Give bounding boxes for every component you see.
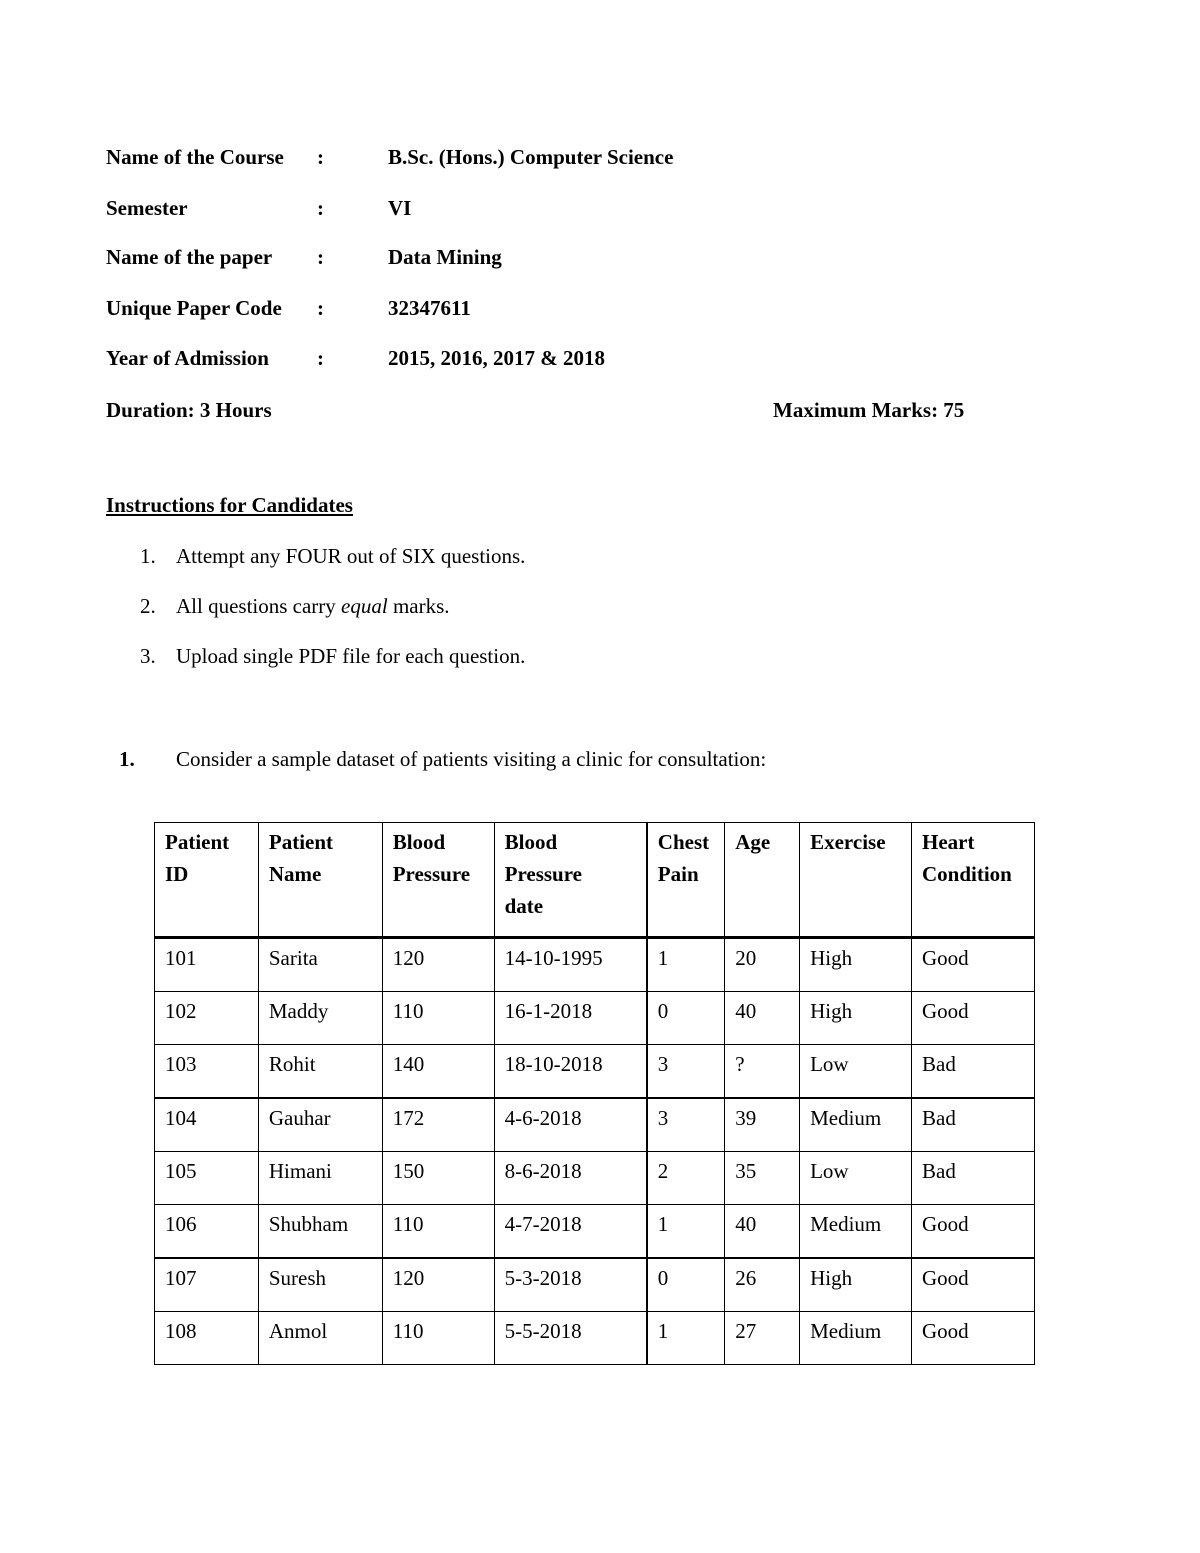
table-cell: 8-6-2018 — [494, 1152, 647, 1205]
instruction-number: 3. — [140, 644, 156, 668]
paper-name-label: Name of the paper — [106, 245, 273, 269]
column-header-line: Age — [735, 830, 771, 854]
duration: Duration: 3 Hours — [106, 398, 272, 422]
table-cell: 108 — [155, 1312, 259, 1365]
table-cell: 3 — [647, 1045, 725, 1099]
instruction-text-before: All questions carry — [176, 594, 342, 618]
table-cell: 102 — [155, 992, 259, 1045]
table-cell: Good — [912, 1312, 1035, 1365]
table-cell: 1 — [647, 938, 725, 992]
table-row — [155, 992, 1035, 1045]
table-cell: Rohit — [258, 1045, 382, 1099]
table-cell: 4-6-2018 — [494, 1098, 647, 1152]
paper-code-label: Unique Paper Code — [106, 296, 282, 320]
table-cell: Good — [912, 938, 1035, 992]
question-number: 1. — [119, 747, 135, 771]
table-cell: 40 — [725, 992, 800, 1045]
table-cell: 4-7-2018 — [494, 1205, 647, 1259]
column-header — [647, 823, 725, 938]
table-cell: 105 — [155, 1152, 259, 1205]
table-cell: 150 — [382, 1152, 494, 1205]
table-cell: Good — [912, 1258, 1035, 1312]
table-cell: ? — [725, 1045, 800, 1099]
table-cell: 0 — [647, 992, 725, 1045]
table-cell: 2 — [647, 1152, 725, 1205]
table-cell: 14-10-1995 — [494, 938, 647, 992]
table-cell: 3 — [647, 1098, 725, 1152]
table-cell: 1 — [647, 1312, 725, 1365]
table-cell: Medium — [800, 1205, 912, 1259]
admission-year-value: 2015, 2016, 2017 & 2018 — [388, 346, 605, 370]
column-header — [725, 823, 800, 938]
table-row — [155, 1098, 1035, 1152]
course-colon: : — [317, 145, 324, 169]
table-row — [155, 938, 1035, 992]
admission-year-label: Year of Admission — [106, 346, 269, 370]
table-cell: Suresh — [258, 1258, 382, 1312]
column-header — [155, 823, 259, 938]
column-header-line: ID — [165, 862, 189, 886]
table-body — [155, 938, 1035, 1365]
instruction-number: 1. — [140, 544, 156, 568]
column-header-line: Chest — [657, 830, 710, 854]
table-cell: 20 — [725, 938, 800, 992]
paper-name-value: Data Mining — [388, 245, 502, 269]
column-header — [800, 823, 912, 938]
table-cell: 5-3-2018 — [494, 1258, 647, 1312]
table-cell: 40 — [725, 1205, 800, 1259]
column-header — [494, 823, 647, 938]
table-cell: 110 — [382, 1312, 494, 1365]
column-header-line: Pain — [657, 862, 699, 886]
table-cell: High — [800, 992, 912, 1045]
table-cell: Good — [912, 992, 1035, 1045]
table-cell: 27 — [725, 1312, 800, 1365]
table-cell: 140 — [382, 1045, 494, 1099]
column-header-line: Blood — [504, 830, 558, 854]
table-cell: 172 — [382, 1098, 494, 1152]
column-header-line: Blood — [392, 830, 446, 854]
column-header-line: Pressure — [504, 862, 583, 886]
table-cell: 110 — [382, 1205, 494, 1259]
column-header — [912, 823, 1035, 938]
column-header — [382, 823, 494, 938]
table-cell: Maddy — [258, 992, 382, 1045]
table-cell: Good — [912, 1205, 1035, 1259]
table-cell: 0 — [647, 1258, 725, 1312]
table-cell: 101 — [155, 938, 259, 992]
table-cell: 16-1-2018 — [494, 992, 647, 1045]
semester-value: VI — [388, 196, 412, 220]
table-cell: Shubham — [258, 1205, 382, 1259]
table-cell: Gauhar — [258, 1098, 382, 1152]
instruction-emphasis: equal — [341, 594, 388, 618]
table-cell: 18-10-2018 — [494, 1045, 647, 1099]
table-cell: Low — [800, 1045, 912, 1099]
course-value: B.Sc. (Hons.) Computer Science — [388, 145, 674, 169]
instructions-heading: Instructions for Candidates — [106, 493, 353, 517]
table-cell: 104 — [155, 1098, 259, 1152]
question-text: Consider a sample dataset of patients visiting a clinic for consultation: — [176, 747, 767, 771]
column-header-line: Exercise — [810, 830, 886, 854]
table-cell: Bad — [912, 1152, 1035, 1205]
table-cell: Sarita — [258, 938, 382, 992]
table-cell: Low — [800, 1152, 912, 1205]
table-cell: High — [800, 938, 912, 992]
table-cell: 120 — [382, 938, 494, 992]
semester-colon: : — [317, 196, 324, 220]
table-cell: Bad — [912, 1045, 1035, 1099]
paper-code-value: 32347611 — [388, 296, 471, 320]
column-header-line: Pressure — [392, 862, 471, 886]
column-header — [258, 823, 382, 938]
table-cell: High — [800, 1258, 912, 1312]
instruction-number: 2. — [140, 594, 156, 618]
table-cell: Anmol — [258, 1312, 382, 1365]
table-row — [155, 1205, 1035, 1259]
table-cell: Medium — [800, 1098, 912, 1152]
table-cell: 26 — [725, 1258, 800, 1312]
semester-label: Semester — [106, 196, 188, 220]
column-header-line: Heart — [922, 830, 975, 854]
instruction-text: Upload single PDF file for each question. — [176, 644, 526, 668]
table-cell: 120 — [382, 1258, 494, 1312]
patient-table — [154, 822, 1035, 1365]
table-cell: 107 — [155, 1258, 259, 1312]
table-cell: 35 — [725, 1152, 800, 1205]
table-row — [155, 1312, 1035, 1365]
course-label: Name of the Course — [106, 145, 284, 169]
table-row — [155, 1045, 1035, 1099]
maximum-marks: Maximum Marks: 75 — [773, 398, 965, 422]
column-header-line: Patient — [165, 830, 230, 854]
table-row — [155, 1152, 1035, 1205]
paper-code-colon: : — [317, 296, 324, 320]
table-cell: 103 — [155, 1045, 259, 1099]
table-cell: 5-5-2018 — [494, 1312, 647, 1365]
column-header-line: Condition — [922, 862, 1012, 886]
table-cell: 110 — [382, 992, 494, 1045]
table-header-row — [155, 823, 1035, 938]
table-cell: Medium — [800, 1312, 912, 1365]
table-cell: Bad — [912, 1098, 1035, 1152]
table-row — [155, 1258, 1035, 1312]
table-cell: 39 — [725, 1098, 800, 1152]
column-header-line: Patient — [268, 830, 334, 854]
table-cell: 1 — [647, 1205, 725, 1259]
column-header-line: Name — [268, 862, 322, 886]
table-cell: 106 — [155, 1205, 259, 1259]
admission-year-colon: : — [317, 346, 324, 370]
instruction-text — [176, 594, 450, 618]
table-cell: Himani — [258, 1152, 382, 1205]
instruction-text-after: marks. — [387, 594, 450, 618]
paper-name-colon: : — [317, 245, 324, 269]
instruction-text: Attempt any FOUR out of SIX questions. — [176, 544, 526, 568]
column-header-line: date — [504, 894, 544, 918]
